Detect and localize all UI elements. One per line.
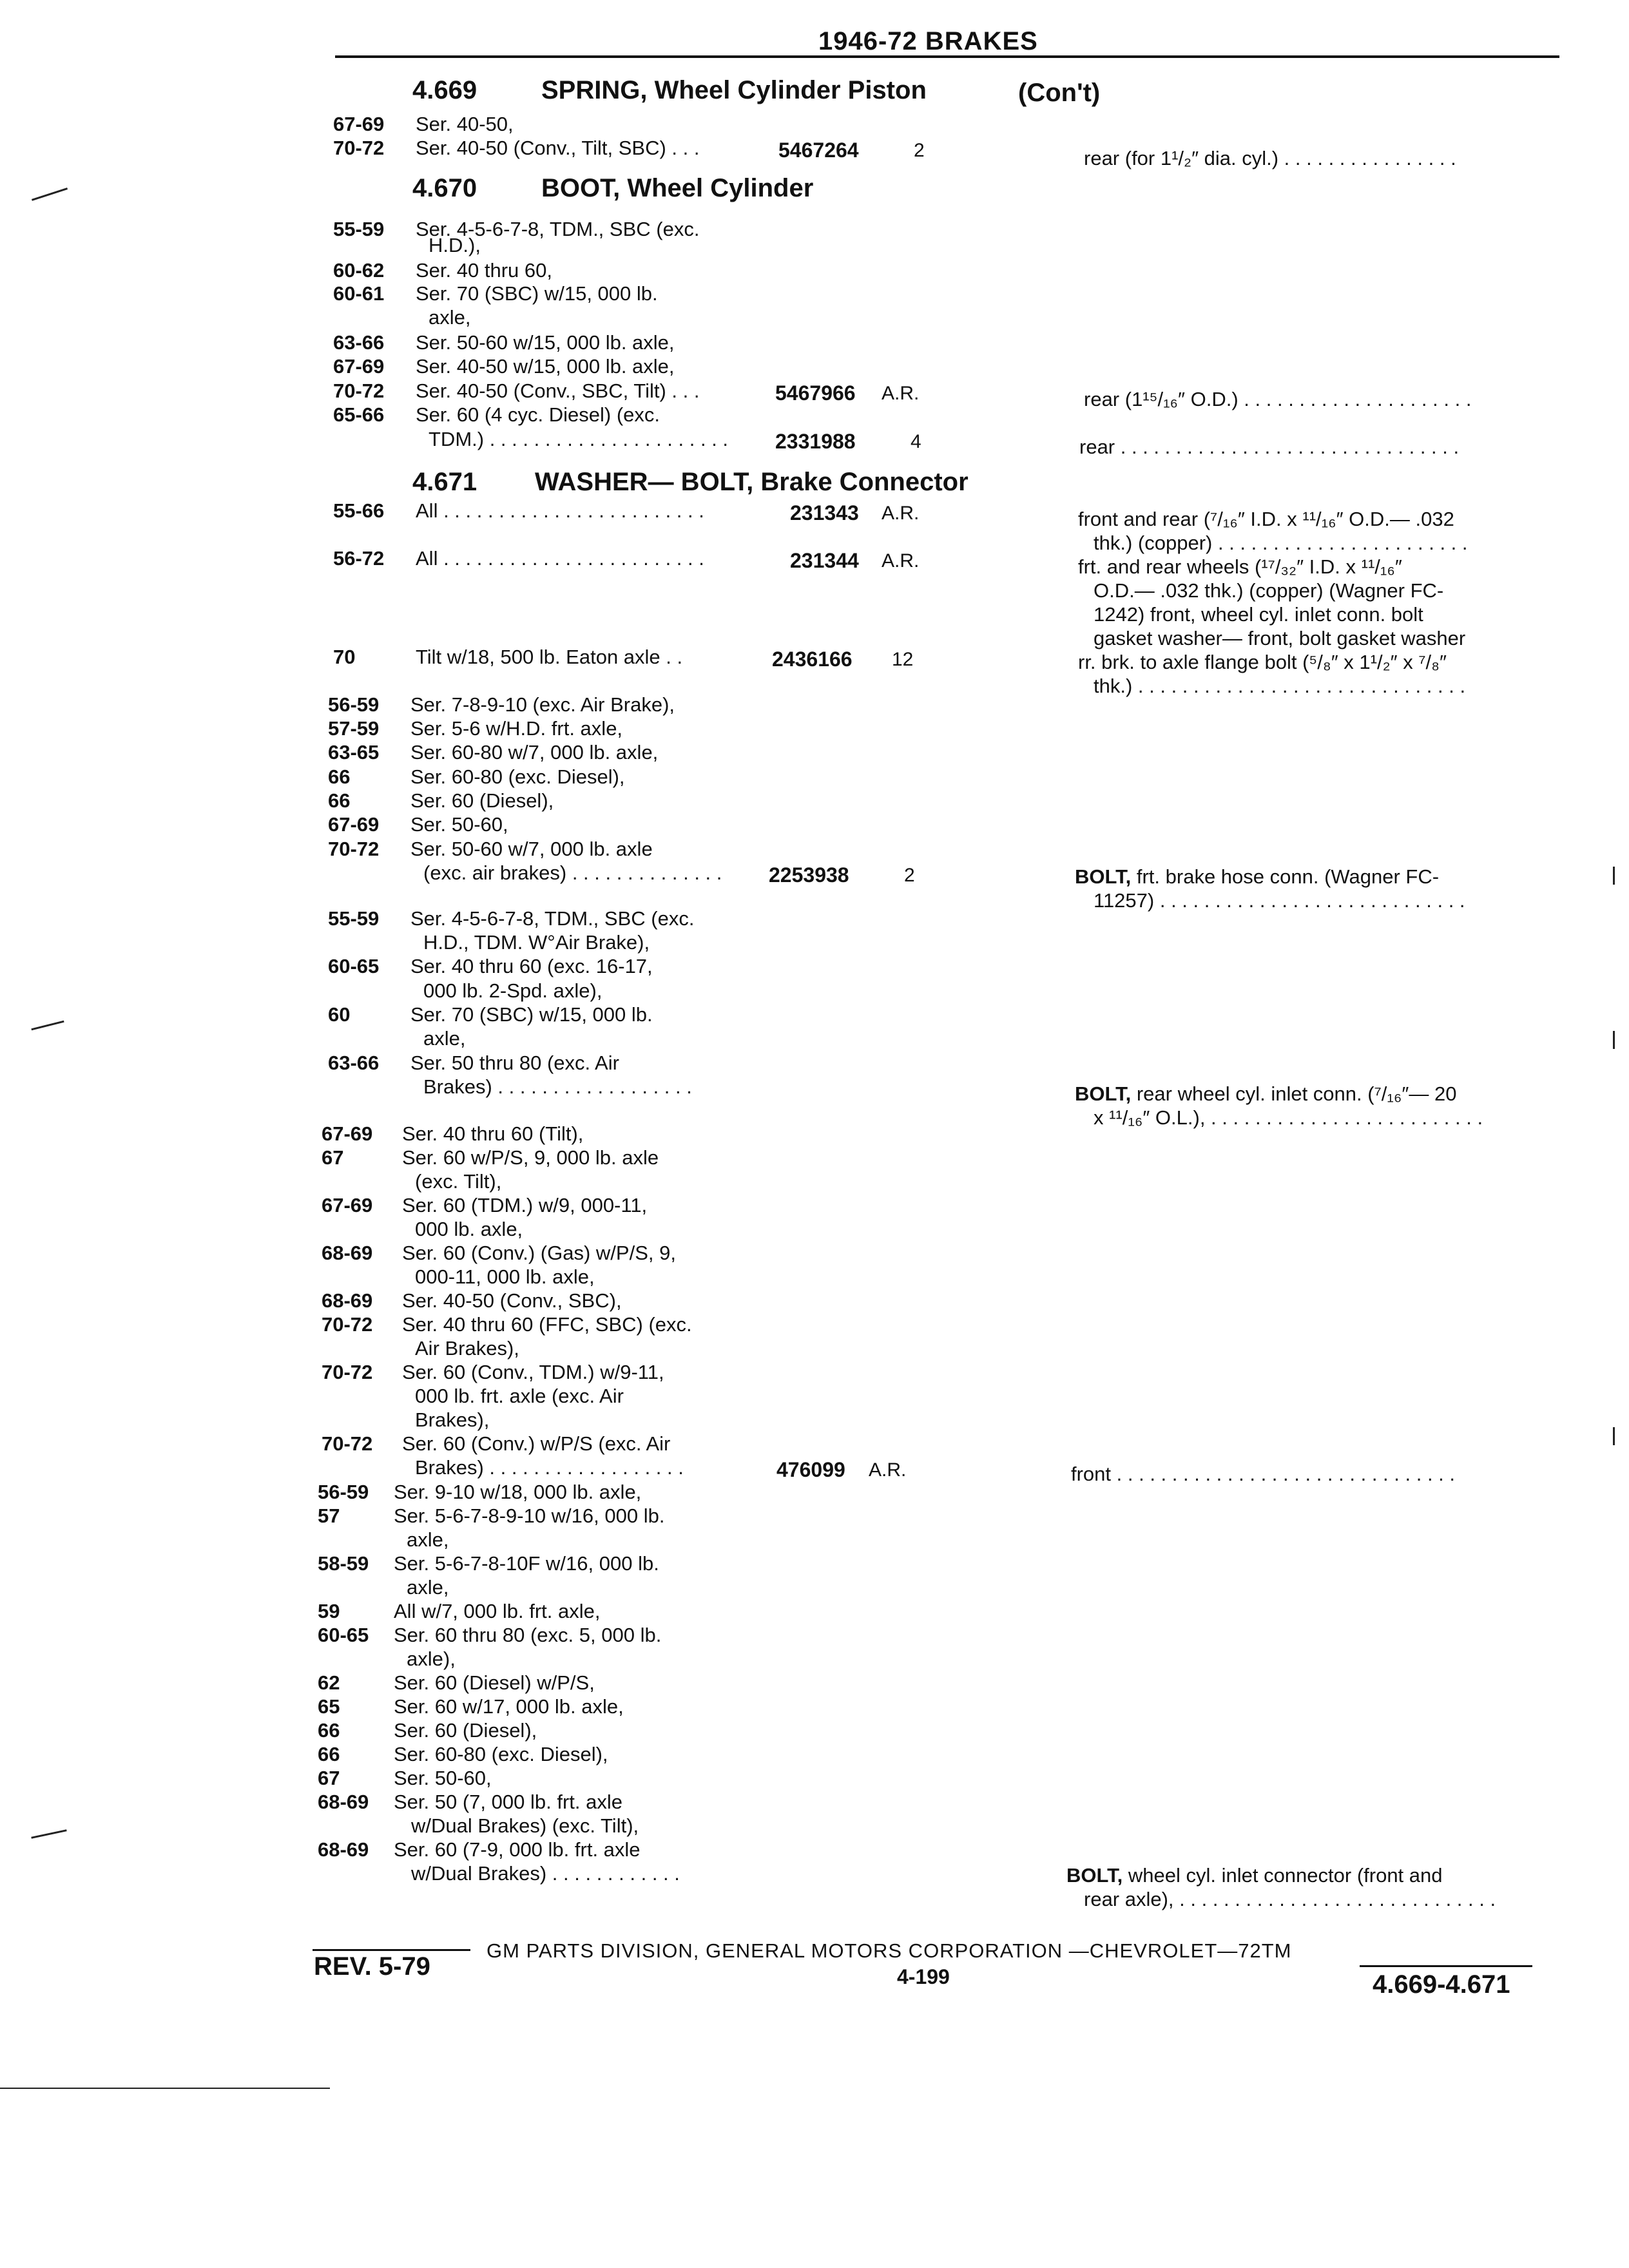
footer-rule-left	[313, 1949, 470, 1951]
part-number: 5467264	[778, 139, 859, 162]
part-description: BOLT, wheel cyl. inlet connector (front and	[1066, 1864, 1443, 1887]
part-number: 5467966	[775, 381, 856, 405]
scan-mark	[31, 1829, 66, 1839]
section-continued: (Con't)	[1018, 79, 1101, 107]
scan-mark	[1613, 867, 1615, 885]
header-rule	[335, 55, 1559, 58]
footer-revision: REV. 5-79	[314, 1952, 430, 1981]
part-number: 476099	[776, 1458, 845, 1481]
part-number: 2253938	[769, 863, 849, 887]
part-description: thk.) (copper) . . . . . . . . . . . . . . . . . . . . . . .	[1094, 532, 1468, 554]
part-quantity: A.R.	[882, 550, 920, 572]
part-number: 2436166	[772, 648, 853, 671]
part-quantity: A.R.	[882, 503, 920, 524]
part-description: rear (1¹⁵/₁₆″ O.D.) . . . . . . . . . . . . . . . . . . . . .	[1084, 388, 1472, 410]
part-description: rear . . . . . . . . . . . . . . . . . . . . . . . . . . . . . . .	[1079, 436, 1460, 458]
section-title: BOOT, Wheel Cylinder	[541, 174, 814, 202]
part-quantity: 12	[892, 649, 914, 670]
footer-rule-right	[1360, 1965, 1532, 1967]
part-description: rr. brk. to axle flange bolt (⁵/₈″ x 1¹/₂″ x ⁷/₈″	[1078, 651, 1447, 673]
footer-page-number: 4-199	[897, 1965, 950, 1988]
part-description: front and rear (⁷/₁₆″ I.D. x ¹¹/₁₆″ O.D.— .032	[1078, 508, 1454, 530]
part-number: 231343	[790, 501, 859, 524]
part-description: BOLT, frt. brake hose conn. (Wagner FC-	[1075, 865, 1440, 888]
part-quantity: 2	[904, 865, 915, 886]
scan-mark	[1613, 1427, 1615, 1445]
part-description: gasket washer— front, bolt gasket washer	[1094, 627, 1466, 649]
part-description: BOLT, rear wheel cyl. inlet conn. (⁷/₁₆″— 20	[1075, 1082, 1457, 1105]
scan-mark	[1613, 1031, 1615, 1049]
part-quantity: A.R.	[882, 383, 920, 404]
part-description: x ¹¹/₁₆″ O.L.), . . . . . . . . . . . . . . . . . . . . . . . . .	[1094, 1106, 1483, 1129]
section-title: SPRING, Wheel Cylinder Piston	[541, 76, 927, 104]
scan-mark	[32, 187, 68, 201]
part-description: front . . . . . . . . . . . . . . . . . . . . . . . . . . . . . . .	[1071, 1463, 1456, 1485]
catalog-page: 1946-72 BRAKES 4.669 SPRING, Wheel Cylinder Piston (Con't) 4.670 BOOT, Wheel Cylinder 4.671 WASHER— BOLT, Brake Connector 67-69 Ser. 40-50, 70-72 Ser. 40-50 (Conv., Tilt, SBC) . . . 55-59 Ser. 4-5-6-7-8, TDM., SBC (exc. H.D.), 60-62 Ser. 40 thru 60, 60-61 Ser. 70 (SBC) w/15, 000 lb. axle, 63-66 Ser. 50-60 w/15, 000 lb. axle, 67-69 Ser. 40-50 w/15, 000 lb. axle, 70-72 Ser. 40-50 (Conv., SBC, Tilt) . . . 65-66 Ser. 60 (4 cyc. Diesel) (exc. TDM.) . . . . . . . . . . . . . . . . . . . . . . 55-66 All . . . . . . . . . . . . . . . . . . . . . . . . 56-72 All . . . . . . . . . . . . . . . . . . . . . . . . 70 Tilt w/18, 500 lb. Eaton axle . . 56-59 Ser. 7-8-9-10 (exc. Air Brake), 57-59 Ser. 5-6 w/H.D. frt. axle, 63-65 Ser. 60-80 w/7, 000 lb. axle, 66 Ser. 60-80 (exc. Diesel), 66 Ser. 60 (Diesel), 67-69 Ser. 50-60, 70-72 Ser. 50-60 w/7, 000 lb. axle (exc. air brakes) . . . . . . . . . . . . . . 55-59 Ser. 4-5-6-7-8, TDM., SBC (exc. H.D., TDM. W°Air Brake), 60-65 Ser. 40 thru 60 (exc. 16-17, 000 lb. 2-Spd. axle), 60 Ser. 70 (SBC) w/15, 000 lb. axle, 63-66 Ser. 50 thru 80 (exc. Air Brakes) . . . . . . . . . . . . . . . . . . 67-69 Ser. 40 thru 60 (Tilt), 67 Ser. 60 w/P/S, 9, 000 lb. axle (exc. Tilt), 67-69 Ser. 60 (TDM.) w/9, 000-11, 000 lb. axle, 68-69 Ser. 60 (Conv.) (Gas) w/P/S, 9, 000-11, 000 lb. axle, 68-69 Ser. 40-50 (Conv., SBC), 70-72 Ser. 40 thru 60 (FFC, SBC) (exc. Air Brakes), 70-72 Ser. 60 (Conv., TDM.) w/9-11, 000 lb. frt. axle (exc. Air Brakes), 70-72 Ser. 60 (Conv.) w/P/S (exc. Air Brakes) . . . . . . . . . . . . . . . . . . 56-59 Ser. 9-10 w/18, 000 lb. axle, 57 Ser. 5-6-7-8-9-10 w/16, 000 lb. axle, 58-59 Ser. 5-6-7-8-10F w/16, 000 lb. axle, 59 All w/7, 000 lb. frt. axle, 60-65 Ser. 60 thru 80 (exc. 5, 000 lb. axle), 62 Ser. 60 (Diesel) w/P/S, 65 Ser. 60 w/17, 000 lb. axle, 66 Ser. 60 (Diesel), 66 Ser. 60-80 (exc. Diesel), 67 Ser. 50-60, 68-69 Ser. 50 (7, 000 lb. frt. axle w/Dual Brakes) (exc. Tilt), 68-69 Ser. 60 (7-9, 000 lb. frt. axle w/Dual Brakes) . . . . . . . . . . . . 5467264 2 5467966 A.R. 2331988 4 231343 A.R. 231344 A.R. 2436166 12 2253938 2 476099 A.R. rear (for 1¹/₂″ dia. cyl.) . . . . . . . . . . . . . . . . rear (1¹⁵/₁₆″ O.D.) . . . . . . . . . . . . . . . . . . . . . rear . . . . . . . . . . . . . . . . . . . . . . . . . . . . . . . front and rear (⁷/₁₆″ I.D. x ¹¹/₁₆″ O.D.— .032 thk.) (copper) . . . . . . . . . . . . . . . . . . . . . . . frt. and rear wheels (¹⁷/₃₂″ I.D. x ¹¹/₁₆″ O.D.— .032 thk.) (copper) (Wagner FC- 1242) front, wheel cyl. inlet conn. bolt gasket washer— front, bolt gasket washer rr. brk. to axle flange bolt (⁵/₈″ x 1¹/₂″ x ⁷/₈″ thk.) . . . . . . . . . . . . . . . . . . . . . . . . . . . . . . BOLT, frt. brake hose conn. (Wagner FC- 11257) . . . . . . . . . . . . . . . . . . . . . . . . . . . . BOLT, rear wheel cyl. inlet conn. (⁷/₁₆″— 20 x ¹¹/₁₆″ O.L.), . . . . . . . . . . . . . . . . . . . . . . . . . front . . . . . . . . . . . . . . . . . . . . . . . . . . . . . . . BOLT, wheel cyl. inlet connector (front and rear axle), . . . . . . . . . . . . . . . . . . . . . . . . . . . . . GM PARTS DIVISION, GENERAL MOTORS CORPORATION —CHEVROLET—72TM REV. 5-79 4-199 4.669-4.671	[0, 0, 1629, 2268]
part-description: O.D.— .032 thk.) (copper) (Wagner FC-	[1094, 579, 1444, 602]
part-description: rear axle), . . . . . . . . . . . . . . . . . . . . . . . . . . . . .	[1084, 1888, 1496, 1910]
part-quantity: 4	[911, 431, 921, 452]
part-description: rear (for 1¹/₂″ dia. cyl.) . . . . . . . . . . . . . . . .	[1084, 147, 1456, 169]
footer-company: GM PARTS DIVISION, GENERAL MOTORS CORPORATION —CHEVROLET—72TM	[487, 1939, 1292, 1962]
part-quantity: A.R.	[869, 1459, 907, 1481]
part-description: frt. and rear wheels (¹⁷/₃₂″ I.D. x ¹¹/₁₆″	[1078, 555, 1402, 578]
section-number: 4.669	[412, 76, 477, 104]
footer-item-range: 4.669-4.671	[1373, 1970, 1510, 1999]
page-title: 1946-72 BRAKES	[818, 27, 1038, 55]
part-quantity: 2	[914, 140, 925, 161]
part-number: 2331988	[775, 430, 856, 453]
part-description: thk.) . . . . . . . . . . . . . . . . . . . . . . . . . . . . . .	[1094, 675, 1466, 697]
section-number: 4.670	[412, 174, 477, 202]
scan-mark	[31, 1021, 64, 1030]
section-title: WASHER— BOLT, Brake Connector	[535, 468, 969, 496]
part-description: 11257) . . . . . . . . . . . . . . . . . . . . . . . . . . . .	[1094, 889, 1465, 912]
part-number: 231344	[790, 549, 859, 572]
section-number: 4.671	[412, 468, 477, 496]
scan-mark	[0, 2088, 330, 2089]
part-description: 1242) front, wheel cyl. inlet conn. bolt	[1094, 603, 1423, 626]
